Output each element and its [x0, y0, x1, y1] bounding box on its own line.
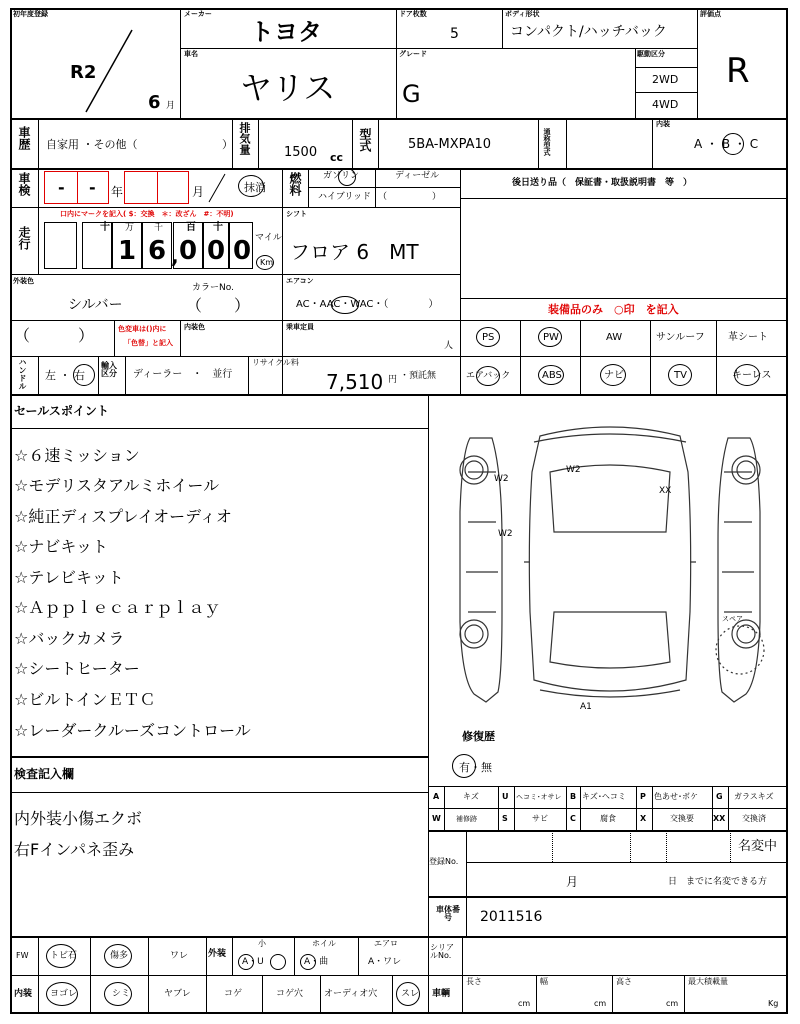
mileage-label: 走行	[17, 226, 31, 250]
equip-aw: AW	[606, 332, 623, 343]
height-unit: cm	[666, 999, 679, 1008]
sales-point: ☆ビルトインＥＴＣ	[14, 690, 156, 709]
mileage-digit-4: 0	[207, 236, 226, 266]
equip-tv: TV	[674, 370, 687, 381]
expired-circle	[238, 175, 264, 197]
sales-title: セールスポイント	[14, 404, 109, 418]
damage-mark-w2-door: W2	[498, 529, 513, 539]
reg-no-label: 登録No.	[429, 857, 459, 866]
sales-point: ☆シートヒーター	[14, 659, 140, 678]
sales-point: ☆テレビキット	[14, 568, 124, 587]
fw-chip-circle	[46, 944, 76, 968]
equip-keyless: キーレス	[732, 370, 772, 381]
drive-label: 駆動区分	[637, 50, 665, 58]
fuel-diesel: ディーゼル	[395, 171, 440, 181]
color-change-note-2: 「色替」と記入	[124, 339, 173, 347]
remarks-title: 検査記入欄	[14, 767, 75, 781]
mileage-digit-2: 6	[148, 236, 167, 266]
unit-hundred-k: 十	[100, 222, 110, 233]
fw-scratch-circle	[104, 944, 132, 968]
equip-airbag: エアバック	[466, 371, 511, 381]
import-label: 輸入区分	[101, 361, 117, 378]
sales-point: ☆純正ディスプレイオーディオ	[14, 507, 232, 526]
equip-sunroof: サンルーフ	[656, 332, 705, 343]
body-type-label: ボディ形状	[505, 10, 540, 18]
int-dirt-circle	[46, 982, 78, 1006]
handle-value: 左 ・ 右	[45, 369, 85, 382]
int-wear: スレ	[401, 989, 420, 999]
legend-desc-x: 交換要	[670, 814, 694, 823]
name-change-pending: 名変中	[738, 839, 778, 854]
color-code-label: カラーNo.	[192, 283, 234, 293]
legend-code-p: P	[640, 792, 646, 801]
recycle-label: リサイクル料	[252, 358, 299, 367]
unit-km: Km	[260, 258, 274, 267]
legend-desc-c: 腐食	[600, 814, 616, 823]
width-unit: cm	[594, 999, 607, 1008]
inspection-month-box-1	[124, 171, 158, 204]
tsusho-label: 通称型式	[543, 128, 551, 156]
fw-chip: トビ石	[50, 951, 78, 961]
equip-ps: PS	[482, 332, 495, 343]
ext-aero-label: エアロ	[374, 939, 398, 948]
int-stain-circle	[104, 982, 132, 1006]
legend-code-u: U	[502, 792, 509, 801]
car-damage-diagram	[440, 412, 780, 712]
legend-desc-u: ヘコミ･オサレ	[516, 793, 562, 801]
body-no-value: 2011516	[480, 909, 543, 925]
int-burn: コゲ	[224, 989, 243, 999]
damage-mark-w2-roof: W2	[566, 465, 581, 475]
first-reg-label: 初年度登録	[13, 10, 48, 18]
equip-leather: 革シート	[728, 332, 768, 343]
equip-ps-circle	[476, 327, 500, 347]
fuel-hybrid: ハイブリッド	[318, 192, 372, 202]
history-label: 車歴	[17, 126, 31, 150]
legend-code-w: W	[432, 814, 441, 823]
color-change-paren: （ ）	[14, 326, 95, 345]
mileage-digit-3: 0	[179, 236, 198, 266]
capacity-label: 乗車定員	[286, 323, 314, 331]
ext-small-a-circle	[238, 954, 254, 970]
legend-code-s: S	[502, 814, 508, 823]
inspection-dash-1: -	[58, 178, 65, 197]
fuel-gasoline: ガソリン	[323, 171, 360, 181]
slash-divider-2	[205, 172, 229, 204]
score-label: 評価点	[700, 10, 721, 18]
max-load-unit: Kg	[768, 999, 779, 1008]
doors-value: 5	[450, 26, 459, 42]
fw-scratch: 傷多	[110, 951, 129, 961]
mileage-digit-box-0	[44, 222, 77, 269]
model-label: 型式	[358, 128, 372, 152]
equip-pw: PW	[543, 332, 559, 343]
capacity-unit: 人	[444, 341, 454, 351]
length-unit: cm	[518, 999, 531, 1008]
mileage-note: 口内にマークを記入( $：交換 ＊：改ざん #：不明)	[60, 210, 234, 218]
unit-ten-k: 万	[125, 223, 135, 233]
height-label: 高さ	[616, 977, 632, 986]
equip-navi-circle	[600, 364, 626, 386]
maker-label: メーカー	[184, 10, 212, 18]
inspection-year-unit: 年	[111, 185, 124, 199]
grade-value: G	[402, 80, 421, 108]
sales-point: ☆モデリスタアルミホイール	[14, 476, 220, 495]
drive-2wd: 2WD	[652, 73, 679, 86]
grade-label: グレード	[399, 50, 427, 58]
ext-aero-value: A・ワレ	[368, 957, 402, 967]
recycle-deposit: ・預託無	[400, 371, 437, 381]
repair-yes-circle	[452, 754, 476, 778]
sales-point: ☆Ａｐｐｌｅｃａｒｐｌａｙ	[14, 598, 221, 617]
displacement-value: 1500	[284, 145, 318, 160]
ext-label: 外装	[208, 949, 227, 959]
legend-desc-w: 補修跡	[456, 815, 477, 823]
ext-wheel-a-circle	[300, 954, 316, 970]
fuel-other: （ ）	[378, 192, 442, 202]
unit-hundred: 百	[186, 222, 196, 233]
ext-wheel-label: ホイル	[312, 939, 336, 948]
first-reg-era-year: R2	[70, 62, 97, 83]
interior-grade-circle	[722, 133, 744, 155]
docs-note: 後日送り品（ 保証書・取扱説明書 等 ）	[512, 178, 693, 188]
equip-navi: ナビ	[604, 370, 624, 381]
handle-right-circle	[73, 364, 95, 386]
ext-wheel-value: A・曲	[304, 957, 329, 967]
sales-point: ☆レーダークルーズコントロール	[14, 721, 251, 740]
inspection-expired: 抹消	[244, 181, 266, 194]
aac-circle	[331, 296, 359, 314]
legend-code-b: B	[570, 792, 577, 801]
displacement-label: 排気量	[238, 122, 251, 155]
fw-label: FW	[16, 951, 29, 960]
equip-keyless-circle	[734, 364, 760, 386]
legend-code-x: X	[640, 814, 647, 823]
recycle-value: 7,510	[326, 370, 384, 394]
handle-label: ハンドル	[18, 358, 27, 390]
slash-divider	[80, 26, 136, 116]
legend-code-xx: XX	[713, 814, 726, 823]
km-circle	[256, 255, 274, 270]
legend-code-a: A	[433, 792, 440, 801]
int-color-label: 内装色	[184, 323, 205, 331]
spare-label: スペア	[722, 615, 743, 623]
int-dirt: ヨゴレ	[50, 989, 78, 999]
serial-label: シリアルNo.	[430, 943, 454, 960]
remarks-line-2: 右Fインパネ歪み	[14, 840, 135, 859]
equip-airbag-circle	[476, 366, 500, 386]
recycle-yen: 円	[388, 375, 398, 385]
repair-label: 修復歴	[462, 730, 495, 743]
legend-desc-b: キズ･ヘコミ	[582, 792, 626, 801]
shift-value: フロア 6 MT	[290, 240, 419, 264]
equip-abs-circle	[538, 365, 564, 385]
int-tear: ヤブレ	[164, 989, 191, 999]
equip-pw-circle	[538, 327, 562, 347]
int-label: 内装	[14, 989, 33, 999]
damage-mark-w2-left: W2	[494, 474, 509, 484]
reg-month: 月	[566, 875, 579, 889]
remarks-line-1: 内外装小傷エクボ	[14, 809, 143, 828]
legend-code-c: C	[570, 814, 576, 823]
ac-label: エアコン	[286, 277, 314, 285]
first-reg-month: 6	[148, 92, 161, 113]
sales-point: ☆ナビキット	[14, 537, 109, 556]
legend-code-g: G	[716, 792, 723, 801]
legend-desc-xx: 交換済	[742, 814, 766, 823]
int-audio-hole: オーディオ穴	[324, 989, 378, 999]
ext-small-u-circle	[270, 954, 286, 970]
equip-tv-circle	[668, 364, 692, 386]
equipment-title: 装備品のみ ○印 を記入	[548, 303, 679, 316]
maker-value: トヨタ	[250, 18, 322, 46]
width-label: 幅	[540, 977, 548, 986]
damage-mark-a1: A1	[580, 702, 592, 712]
int-burn-hole: コゲ穴	[276, 989, 304, 999]
body-no-label: 車体番号	[436, 905, 460, 922]
fuel-label: 燃料	[288, 172, 302, 196]
ext-color-label: 外装色	[13, 277, 34, 285]
model-code: 5BA-MXPA10	[408, 137, 492, 152]
car-name-label: 車名	[184, 50, 198, 58]
score-value: R	[726, 51, 750, 91]
doors-label: ドア枚数	[399, 10, 427, 18]
interior-grades: A ・ B ・ C	[694, 137, 759, 151]
ac-value: AC・AAC・WAC・（ ）	[296, 299, 439, 310]
int-wear-circle	[396, 982, 420, 1006]
inspection-label: 車検	[17, 172, 31, 196]
body-type-value: コンパクト/ハッチバック	[510, 24, 667, 40]
damage-mark-xx: XX	[659, 486, 672, 496]
inspection-month-box-2	[157, 171, 189, 204]
month-unit: 月	[166, 101, 176, 111]
dim-label: 車輌	[432, 989, 451, 999]
cc-unit: cc	[330, 151, 344, 164]
equip-abs: ABS	[542, 370, 562, 381]
shift-label: シフト	[286, 210, 307, 218]
gasoline-circle	[338, 168, 356, 186]
int-stain: シミ	[112, 989, 131, 999]
unit-ten: 十	[213, 222, 223, 233]
mileage-digit-1: 1	[118, 236, 137, 266]
inspection-dash-2: -	[89, 178, 96, 197]
unit-thousand: 千	[154, 223, 164, 233]
ext-color-value: シルバー	[68, 297, 123, 313]
legend-desc-p: 色あせ･ボケ	[654, 792, 698, 801]
color-change-note-1: 色変車は()内に	[118, 325, 167, 333]
unit-mile: マイル	[255, 233, 282, 243]
history-value: 自家用 ・その他（	[46, 138, 138, 151]
color-code-paren: （ ）	[186, 296, 251, 315]
mileage-comma: ,	[171, 244, 179, 268]
repair-value: 有・無	[459, 761, 492, 774]
reg-deadline-note: 日 までに名変できる方	[668, 877, 768, 887]
length-label: 長さ	[466, 977, 482, 986]
legend-desc-g: ガラスキズ	[734, 792, 774, 801]
ext-small-label: 小	[258, 939, 266, 948]
max-load-label: 最大積載量	[688, 977, 728, 986]
sales-point: ☆６速ミッション	[14, 446, 140, 465]
import-value: ディーラー ・ 並行	[133, 369, 233, 380]
car-name-value: ヤリス	[240, 69, 336, 107]
fw-crack: ワレ	[170, 951, 189, 961]
ext-small-value: A・U	[242, 957, 264, 967]
legend-desc-s: サビ	[532, 814, 548, 823]
drive-4wd: 4WD	[652, 98, 679, 111]
interior-label: 内装	[656, 120, 670, 128]
inspection-month-unit: 月	[192, 185, 205, 199]
history-close: ）	[222, 138, 233, 151]
legend-desc-a: キズ	[463, 792, 479, 801]
mileage-digit-5: 0	[233, 236, 252, 266]
sales-point: ☆バックカメラ	[14, 629, 125, 648]
